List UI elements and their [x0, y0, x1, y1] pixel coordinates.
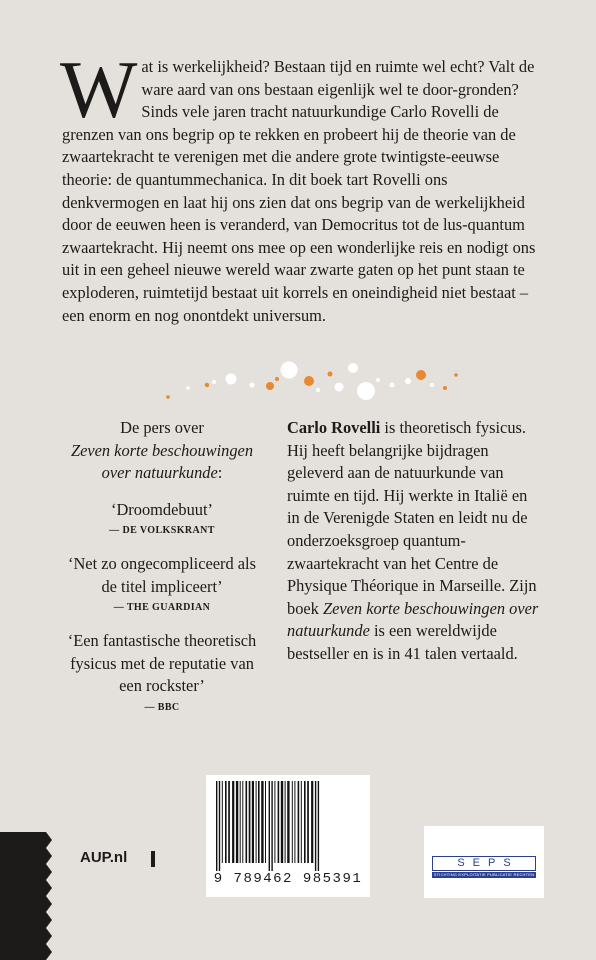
press-quote: ‘Droomdebuut’ — [111, 499, 213, 519]
spine-edge-decoration — [0, 832, 58, 960]
seps-logo: SEPS — [432, 856, 536, 871]
quote-source: — BBC — [144, 701, 180, 713]
back-cover-blurb — [60, 44, 536, 327]
drop-cap: W — [60, 44, 138, 135]
press-intro: De pers over Zeven korte beschouwingen over natuurkunde: — [70, 418, 254, 482]
barcode-bars — [212, 781, 364, 871]
publisher-logo: AUP.nl — [80, 849, 128, 866]
author-bio: Carlo Rovelli is theoretisch fysicus. Hij heeft belangrijke bijdragen geleverd aan de natuurkunde van ruimte en tijd. Hij werkte in Italië en in de Verenigde Staten en leidt nu de onderzoeksgroep quantum-zwaartekracht van het Centre de Physique Théorique in Marseille. Zijn boek Zeven korte beschouwingen over natuurkunde is een wereldwijde bestseller en is in 41 talen vertaald. — [287, 418, 539, 663]
press-quotes — [62, 417, 262, 716]
publisher-logo-bar — [151, 851, 155, 867]
author-book-title: Zeven korte beschouwingen over natuurkunde — [287, 598, 539, 641]
press-book-title: Zeven korte beschouwingen over natuurkunde — [70, 440, 254, 482]
author-name: Carlo Rovelli — [287, 418, 381, 437]
seps-tagline: STICHTING EXPLOITATIE PUBLICATIE RECHTEN — [433, 872, 535, 877]
seps-logo-box — [424, 826, 544, 898]
decorative-dots — [0, 355, 596, 405]
press-quote: ‘Een fantastische theoretisch fysicus met de reputatie van een rockster’ — [67, 631, 257, 695]
isbn-number: 9 789462 985391 — [213, 871, 363, 887]
isbn-barcode — [206, 775, 370, 897]
quote-source: — DE VOLKSKRANT — [109, 525, 215, 536]
press-quote: ‘Net zo ongecompliceerd als de titel impliceert’ — [68, 554, 256, 596]
blurb-text: at is werkelijkheid? Bestaan tijd en ruimte wel echt? Valt de ware aard van ons bestaan eigenlijk wel te door-gronden? Sinds vele jaren tracht natuurkundige Carlo Rovelli de grenzen van ons begrip op te rekken en probeert hij de theorie van de zwaartekracht te verenigen met die andere grote twintigste-eeuwse theorie: de quantummechanica. In dit boek tart Rovelli ons denkvermogen en laat hij ons zien dat ons begrip van de werkelijkheid door de eeuwen heen is veranderd, van Democritus tot de lus-quantum zwaartekracht. Hij neemt ons mee op een wonderlijke reis en nodigt ons uit in een geheel nieuwe wereld waar zwarte gaten op het punt staan te exploderen, ruimtetijd bestaat uit korrels en oneindigheid niet bestaat – een enorm en nog onontdekt universum. — [62, 57, 536, 325]
quote-source: — THE GUARDIAN — [113, 602, 211, 613]
